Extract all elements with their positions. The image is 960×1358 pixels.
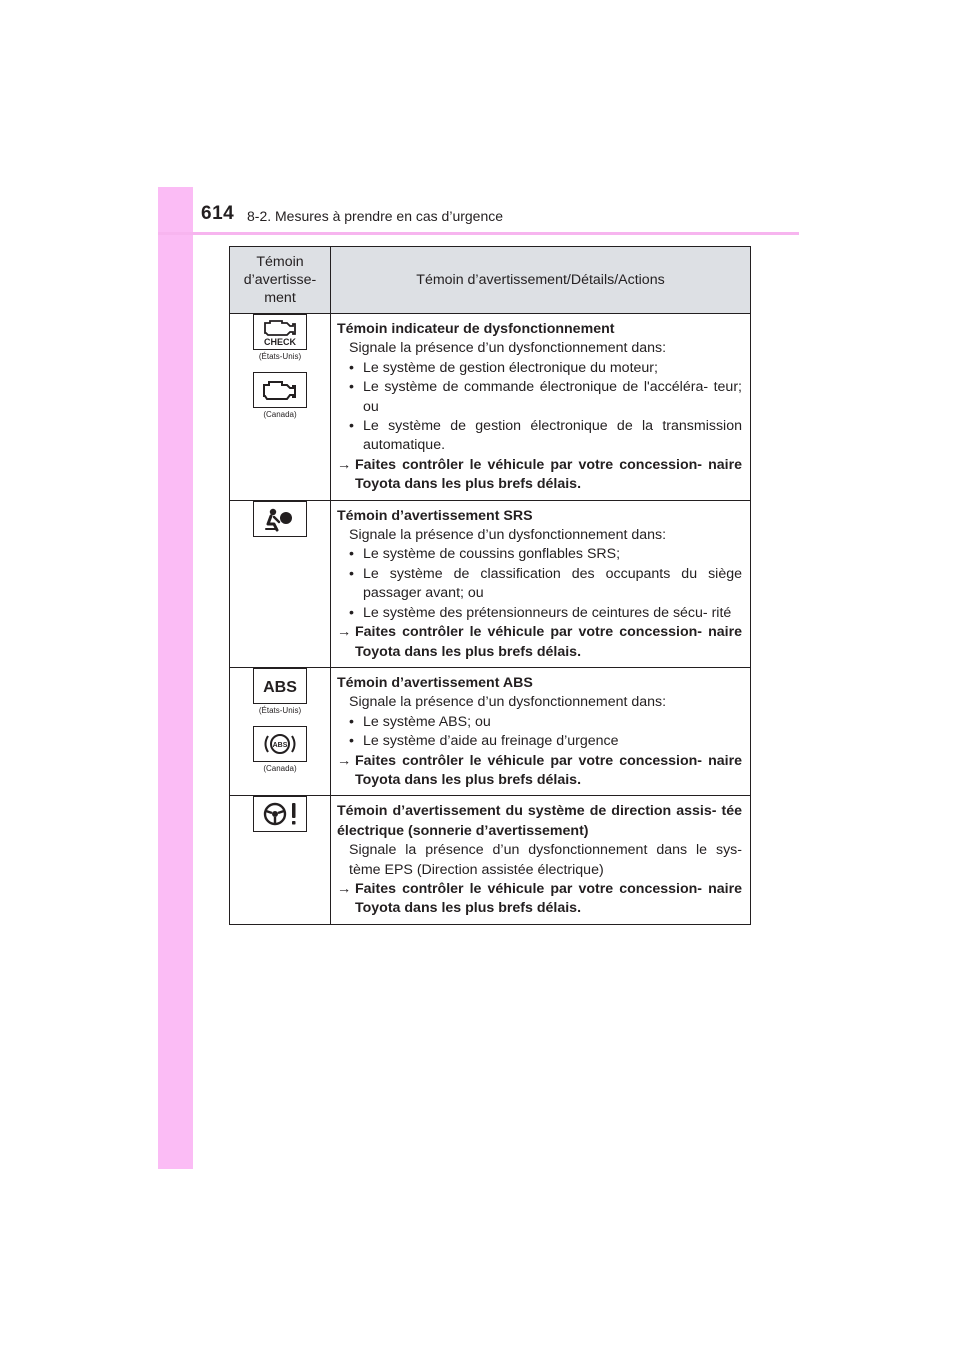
- entry-intro: Signale la présence d’un dysfonctionnement dans le sys- tème EPS (Direction assistée électrique): [349, 842, 742, 878]
- page-number: 614: [201, 203, 235, 224]
- engine-icon: [253, 372, 307, 408]
- region-caption: (États-Unis): [258, 705, 302, 715]
- icon-cell: [230, 667, 331, 795]
- bullet-item: • Le système de gestion électronique de la transmission automatique.: [337, 417, 742, 456]
- arrow-icon: →: [337, 880, 352, 897]
- svg-text:ABS: ABS: [272, 741, 288, 749]
- abs-text-icon: [253, 668, 307, 704]
- table-row: [230, 667, 751, 795]
- action-label: Faites contrôler le véhicule par votre concession- naire Toyota dans les plus brefs délais.: [355, 624, 742, 660]
- icon-cell: [230, 314, 331, 501]
- action-label: Faites contrôler le véhicule par votre concession- naire Toyota dans les plus brefs délais.: [355, 752, 742, 788]
- action-text: [337, 456, 742, 495]
- bullet-item: • Le système de classification des occupants du siège passager avant; ou: [337, 565, 742, 604]
- bullet-item: • Le système de gestion électronique du moteur;: [337, 359, 742, 378]
- entry-title: Témoin indicateur de dysfonctionnement: [337, 321, 615, 337]
- svg-text:ABS: ABS: [263, 678, 297, 696]
- description-cell: [331, 500, 751, 667]
- region-caption: (Canada): [263, 763, 297, 773]
- arrow-icon: →: [337, 752, 352, 769]
- bullet-item: • Le système de commande électronique de l'accéléra- teur; ou: [337, 378, 742, 417]
- description-cell: [331, 796, 751, 924]
- section-title: 8-2. Mesures à prendre en cas d’urgence: [247, 208, 504, 224]
- table-row: [230, 314, 751, 501]
- bullet-item: • Le système d’aide au freinage d’urgence: [337, 732, 742, 751]
- warning-lights-table: [229, 246, 751, 925]
- entry-title: Témoin d’avertissement SRS: [337, 507, 533, 524]
- eps-steering-icon: [253, 796, 307, 832]
- action-text: [337, 880, 742, 919]
- entry-title: Témoin d’avertissement ABS: [337, 674, 533, 691]
- check-engine-icon: [253, 314, 307, 350]
- region-caption: (Canada): [263, 410, 297, 419]
- entry-title: Témoin d’avertissement du système de direction assis- tée électrique (sonnerie d’avertissement): [337, 803, 742, 839]
- abs-circle-icon: [253, 726, 307, 762]
- description-cell: [331, 314, 751, 501]
- action-label: Faites contrôler le véhicule par votre concession- naire Toyota dans les plus brefs délais.: [355, 456, 742, 493]
- side-color-band: [158, 187, 193, 1169]
- bullet-item: • Le système ABS; ou: [337, 713, 742, 732]
- arrow-icon: →: [337, 456, 352, 473]
- bullet-item: • Le système des prétensionneurs de ceintures de sécu- rité: [337, 604, 742, 623]
- table-row: [230, 796, 751, 924]
- action-label: Faites contrôler le véhicule par votre concession- naire Toyota dans les plus brefs délais.: [355, 880, 742, 917]
- table-header-row: [230, 247, 751, 314]
- table-row: [230, 500, 751, 667]
- svg-text:CHECK: CHECK: [263, 337, 297, 347]
- entry-intro: Signale la présence d’un dysfonctionnement dans:: [349, 340, 667, 357]
- action-text: [337, 752, 742, 791]
- icon-cell: [230, 500, 331, 667]
- entry-intro: Signale la présence d’un dysfonctionnement dans:: [349, 694, 667, 711]
- bullet-item: • Le système de coussins gonflables SRS;: [337, 545, 742, 564]
- action-text: [337, 623, 742, 662]
- col-header-icon: Témoin d’avertisse- ment: [230, 247, 331, 314]
- region-caption: (États-Unis): [258, 352, 302, 361]
- description-cell: [331, 667, 751, 795]
- arrow-icon: →: [337, 624, 352, 641]
- icon-cell: [230, 796, 331, 924]
- entry-intro: Signale la présence d’un dysfonctionnement dans:: [349, 527, 667, 544]
- header-rule: [158, 232, 799, 235]
- col-header-details: Témoin d’avertissement/Détails/Actions: [331, 247, 751, 314]
- srs-airbag-icon: [253, 501, 307, 537]
